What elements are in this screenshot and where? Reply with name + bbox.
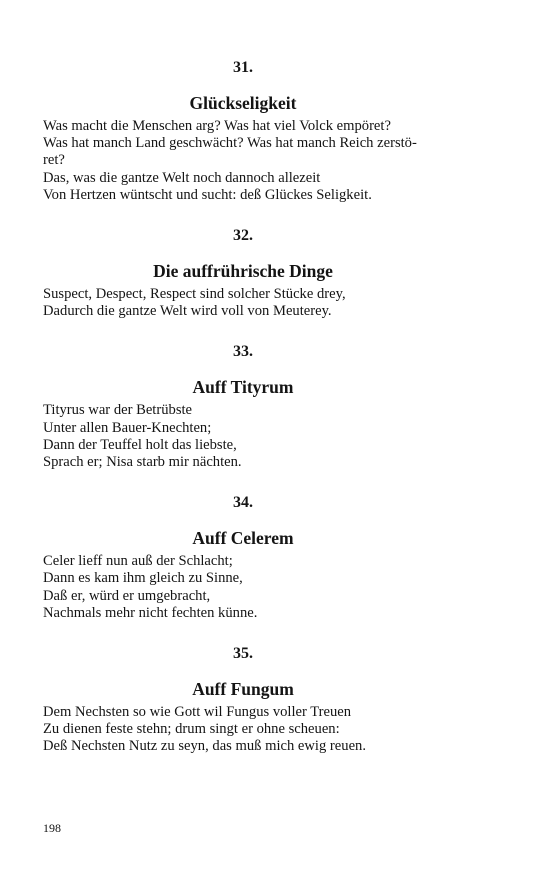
poem-line: ret? bbox=[43, 152, 65, 169]
poem-title: Die auffrührische Dinge bbox=[153, 261, 333, 282]
poem-line: Tityrus war der Betrübste bbox=[43, 402, 193, 419]
poem-number: 32. bbox=[233, 227, 253, 245]
poem-line: Daß er, würd er umgebracht, bbox=[43, 587, 211, 604]
poem-33 bbox=[43, 342, 443, 471]
poem-lines bbox=[43, 704, 443, 756]
poem-lines bbox=[43, 118, 443, 204]
poem-34 bbox=[43, 493, 443, 622]
poem-line: Dann der Teuffel holt das liebste, bbox=[43, 436, 237, 453]
poem-line: Von Hertzen wüntscht und sucht: deß Glückes Seligkeit. bbox=[43, 186, 372, 203]
poem-number: 33. bbox=[233, 343, 253, 361]
page-number: 198 bbox=[43, 821, 61, 835]
poem-line: Dann es kam ihm gleich zu Sinne, bbox=[43, 570, 243, 587]
poem-number: 35. bbox=[233, 645, 253, 663]
poem-number: 31. bbox=[233, 59, 253, 76]
poem-31 bbox=[43, 58, 443, 204]
poem-line: Sprach er; Nisa starb mir nächten. bbox=[43, 454, 242, 471]
poem-line: Deß Nechsten Nutz zu seyn, das muß mich ewig reuen. bbox=[43, 738, 366, 755]
poem-line: Was macht die Menschen arg? Was hat viel Volck empöret? bbox=[43, 118, 391, 134]
poem-lines bbox=[43, 553, 443, 622]
poem-35 bbox=[43, 644, 443, 756]
poem-title: Auff Fungum bbox=[192, 679, 294, 700]
poem-line: Celer lieff nun auß der Schlacht; bbox=[43, 553, 233, 570]
poem-line: Nachmals mehr nicht fechten künne. bbox=[43, 604, 258, 621]
poem-title: Auff Celerem bbox=[192, 528, 294, 549]
poem-line: Suspect, Despect, Respect sind solcher Stücke drey, bbox=[43, 286, 346, 303]
poem-title: Glückseligkeit bbox=[189, 93, 297, 113]
poem-line: Dadurch die gantze Welt wird voll von Meuterey. bbox=[43, 303, 332, 320]
poem-line: Was hat manch Land geschwächt? Was hat manch Reich zerstö- bbox=[43, 135, 417, 152]
poem-32 bbox=[43, 226, 443, 320]
poem-line: Unter allen Bauer-Knechten; bbox=[43, 419, 212, 436]
poem-line: Dem Nechsten so wie Gott wil Fungus voller Treuen bbox=[43, 704, 352, 721]
poem-title: Auff Tityrum bbox=[192, 377, 294, 398]
poem-line: Zu dienen feste stehn; drum singt er ohne scheuen: bbox=[43, 721, 340, 738]
page-body bbox=[43, 58, 443, 756]
poem-lines bbox=[43, 402, 443, 471]
poem-line: Das, was die gantze Welt noch dannoch allezeit bbox=[43, 169, 321, 186]
poem-number: 34. bbox=[233, 494, 253, 512]
poem-lines bbox=[43, 286, 443, 320]
